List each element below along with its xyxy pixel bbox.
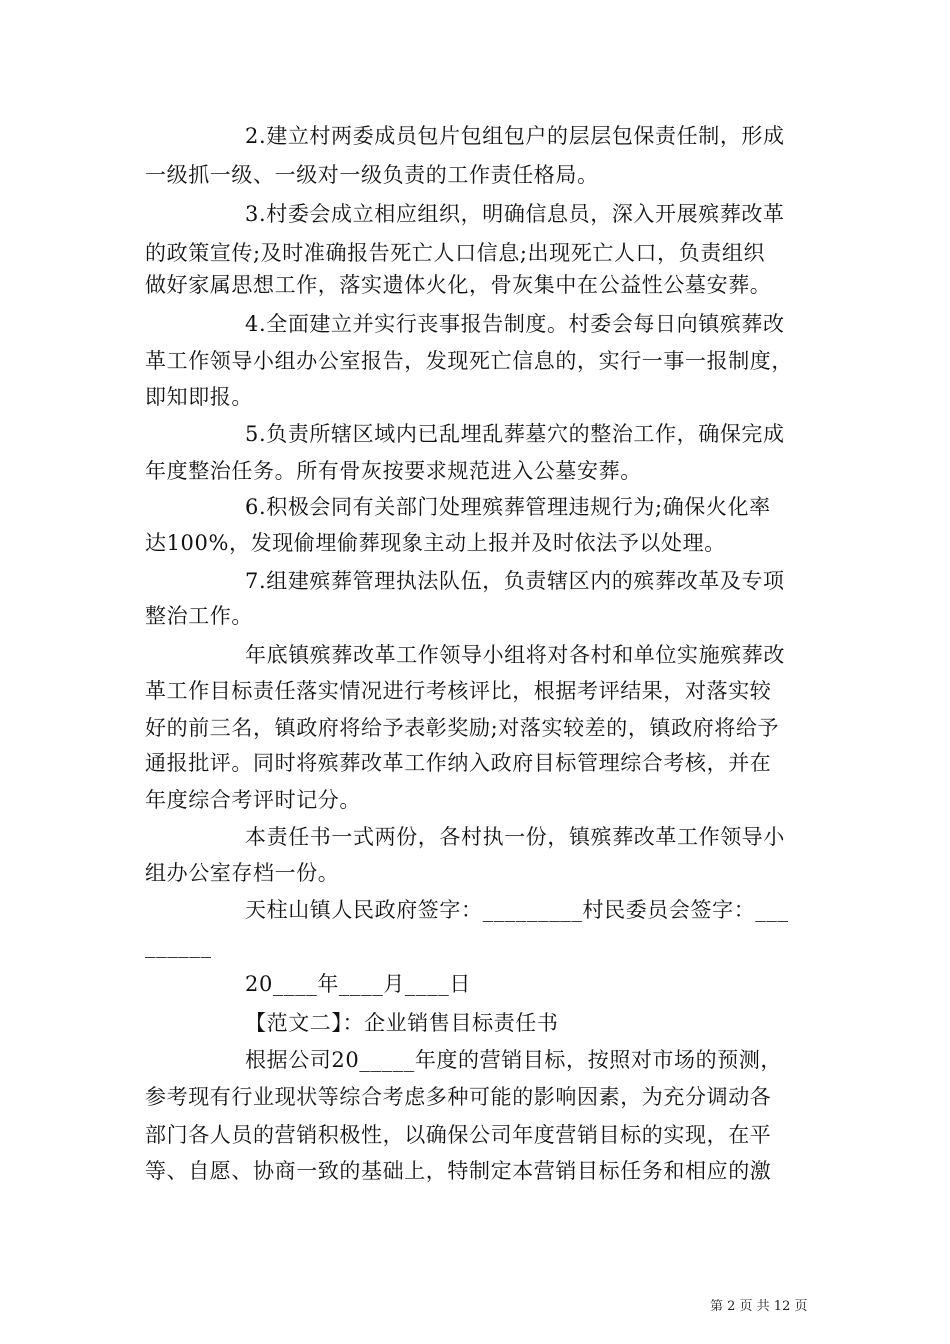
text-line: 一级抓一级、一级对一级负责的工作责任格局。 <box>145 163 599 187</box>
text-line: 整治工作。 <box>145 604 253 628</box>
page-number: 第 2 页 共 12 页 <box>710 1299 808 1314</box>
text-line: 2.建立村两委成员包片包组包户的层层包保责任制，形成 <box>245 124 785 148</box>
text-line: 根据公司20_____年度的营销目标，按照对市场的预测， <box>245 1048 783 1072</box>
text-line: 组办公室存档一份。 <box>145 861 340 885</box>
text-line: 4.全面建立并实行丧事报告制度。村委会每日向镇殡葬改 <box>245 312 785 336</box>
text-line: 革工作目标责任落实情况进行考核评比，根据考评结果，对落实较 <box>145 679 772 703</box>
section-heading: 【范文二】：企业销售目标责任书 <box>245 1011 559 1035</box>
text-line: 年度综合考评时记分。 <box>145 788 361 812</box>
text-line: 5.负责所辖区域内已乱埋乱葬墓穴的整治工作，确保完成 <box>245 422 785 446</box>
text-line: 革工作领导小组办公室报告，发现死亡信息的，实行一事一报制度， <box>145 349 793 373</box>
text-line: 年底镇殡葬改革工作领导小组将对各村和单位实施殡葬改 <box>245 643 785 667</box>
text-line: 的政策宣传;及时准确报告死亡人口信息;出现死亡人口，负责组织 <box>145 241 766 265</box>
text-line: 3.村委会成立相应组织，明确信息员，深入开展殡葬改革 <box>245 202 785 226</box>
text-line: 好的前三名，镇政府将给予表彰奖励;对落实较差的，镇政府将给予 <box>145 716 780 740</box>
date-line: 20____年____月____日 <box>245 972 471 996</box>
text-line: 6.积极会同有关部门处理殡葬管理违规行为;确保火化率 <box>245 495 771 519</box>
text-line: 参考现有行业现状等综合考虑多种可能的影响因素，为充分调动各 <box>145 1085 772 1109</box>
signature-line: 天柱山镇人民政府签字：_________村民委员会签字：___ <box>245 898 789 922</box>
text-line: 年度整治任务。所有骨灰按要求规范进入公墓安葬。 <box>145 459 642 483</box>
text-line: 做好家属思想工作，落实遗体火化，骨灰集中在公益性公墓安葬。 <box>145 273 772 297</box>
text-line: 部门各人员的营销积极性，以确保公司年度营销目标的实现，在平 <box>145 1123 772 1147</box>
text-line: 等、自愿、协商一致的基础上，特制定本营销目标任务和相应的激 <box>145 1159 772 1183</box>
text-line: 达100%，发现偷埋偷葬现象主动上报并及时依法予以处理。 <box>145 531 726 555</box>
text-line: 本责任书一式两份，各村执一份，镇殡葬改革工作领导小 <box>245 825 785 849</box>
text-line: 即知即报。 <box>145 385 253 409</box>
signature-blank: ______ <box>145 934 212 958</box>
text-line: 7.组建殡葬管理执法队伍，负责辖区内的殡葬改革及专项 <box>245 569 785 593</box>
text-line: 通报批评。同时将殡葬改革工作纳入政府目标管理综合考核，并在 <box>145 751 772 775</box>
